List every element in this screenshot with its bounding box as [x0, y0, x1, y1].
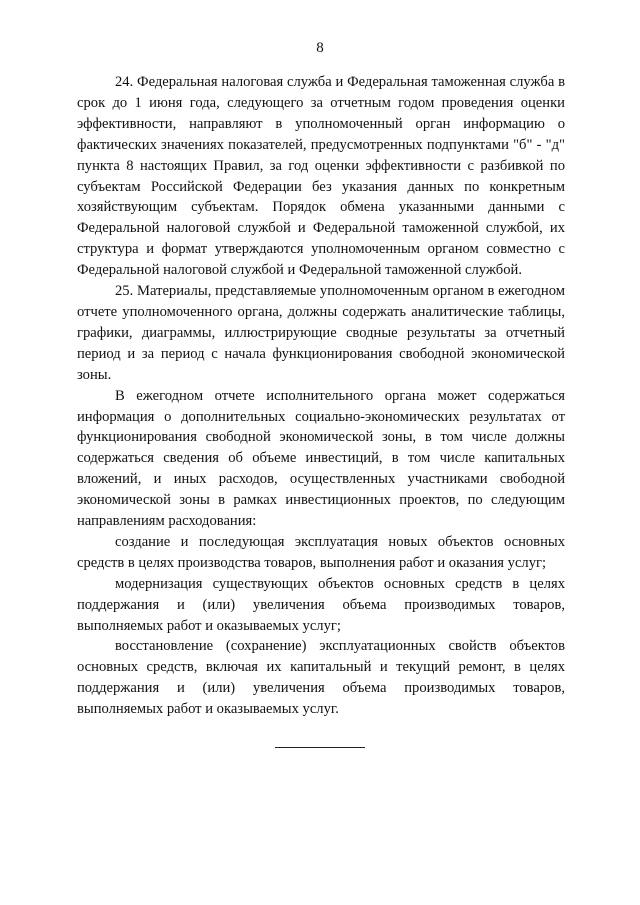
paragraph-25: 25. Материалы, представляемые уполномоченным органом в ежегодном отчете уполномоченного органа, должны содержать аналитические таблицы, графики, диаграммы, иллюстрирующие сводные результаты за отчетный период и за период с начала функционирования свободной экономической зоны.: [77, 283, 565, 383]
paragraph-24: 24. Федеральная налоговая служба и Федеральная таможенная служба в срок до 1 июня года, следующего за отчетным годом проведения оценки эффективности, направляют в уполномоченный орган информацию о фактических значениях показателей, предусмотренных подпунктами "б" - "д" пункта 8 настоящих Правил, за год оценки эффективности с разбивкой по субъектам Российской Федерации без указания данных по конкретным хозяйствующим субъектам. Порядок обмена указанными данными с Федеральной налоговой службой и Федеральной таможенной службой, их структура и формат утверждаются уполномоченным органом совместно с Федеральной налоговой службой и Федеральной таможенной службой.: [77, 74, 565, 279]
document-body: [77, 72, 565, 720]
paragraph-item-creation: создание и последующая эксплуатация новых объектов основных средств в целях производства товаров, выполнения работ и оказания услуг;: [77, 533, 565, 571]
end-separator-line: [275, 747, 365, 748]
page-number: 8: [316, 40, 324, 56]
paragraph-executive-report: В ежегодном отчете исполнительного органа может содержаться информация о дополнительных социально-экономических результатах от функционирования свободной экономической зоны, в том числе должны содержаться сведения об объеме инвестиций, в том числе капитальных вложений, и иных расходов, осуществленных участниками свободной экономической зоны в рамках инвестиционных проектов, по следующим направлениям расходования:: [77, 387, 565, 530]
paragraph-item-modernization: модернизация существующих объектов основных средств в целях поддержания и (или) увеличения объема производимых товаров, выполняемых работ и оказываемых услуг;: [77, 575, 565, 634]
paragraph-item-restoration: восстановление (сохранение) эксплуатационных свойств объектов основных средств, включая их капитальный и текущий ремонт, в целях поддержания и (или) увеличения объема производимых товаров, выполняемых работ и оказываемых услуг.: [77, 638, 565, 718]
